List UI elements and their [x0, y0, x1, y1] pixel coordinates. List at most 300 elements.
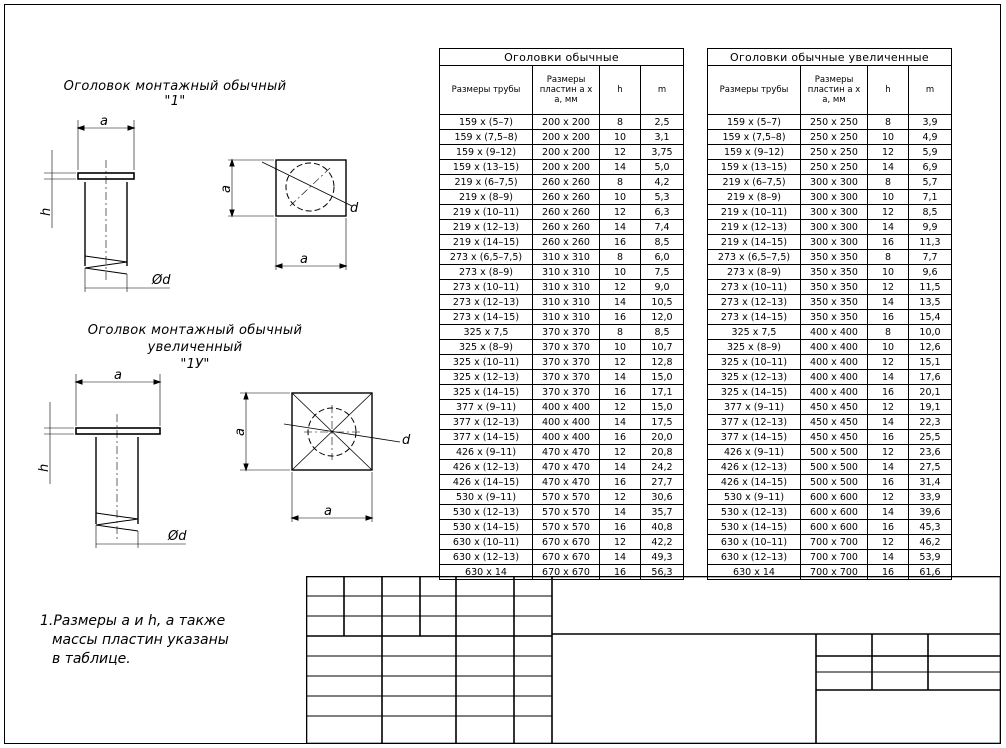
cell-plate-size: 600 х 600	[801, 490, 868, 505]
cell-pipe-size: 325 х (12–13)	[440, 370, 533, 385]
cell-h: 12	[868, 145, 909, 160]
cell-m: 5,9	[909, 145, 952, 160]
cell-pipe-size: 426 х (9–11)	[440, 445, 533, 460]
cell-plate-size: 700 х 700	[801, 535, 868, 550]
table-row	[708, 190, 952, 205]
view2-title-line2: увеличенный	[147, 340, 243, 355]
cell-plate-size: 350 х 350	[801, 280, 868, 295]
cell-m: 31,4	[909, 475, 952, 490]
cell-plate-size: 400 х 400	[801, 355, 868, 370]
cell-m: 8,5	[641, 325, 684, 340]
cell-plate-size: 300 х 300	[801, 205, 868, 220]
cell-pipe-size: 325 х (10–11)	[440, 355, 533, 370]
cell-pipe-size: 377 х (12–13)	[440, 415, 533, 430]
cell-h: 14	[600, 220, 641, 235]
cell-plate-size: 400 х 400	[533, 415, 600, 430]
table-row	[440, 520, 684, 535]
table-row	[708, 220, 952, 235]
cell-m: 53,9	[909, 550, 952, 565]
cell-m: 27,7	[641, 475, 684, 490]
table-row	[708, 160, 952, 175]
cell-plate-size: 670 х 670	[533, 565, 600, 580]
cell-plate-size: 370 х 370	[533, 370, 600, 385]
cell-h: 12	[600, 145, 641, 160]
cell-pipe-size: 273 х (10–11)	[440, 280, 533, 295]
cell-m: 10,5	[641, 295, 684, 310]
cell-pipe-size: 426 х (14–15)	[440, 475, 533, 490]
cell-plate-size: 350 х 350	[801, 250, 868, 265]
view1-plan-drawing	[228, 160, 352, 270]
view2-side-drawing	[44, 374, 186, 548]
cell-plate-size: 370 х 370	[533, 355, 600, 370]
cell-h: 12	[868, 355, 909, 370]
cell-m: 9,9	[909, 220, 952, 235]
cell-m: 3,9	[909, 115, 952, 130]
cell-m: 11,3	[909, 235, 952, 250]
view1-title-line1: Оголовок монтажный обычный	[63, 79, 287, 94]
view2-title-line1: Оголвок монтажный обычный	[87, 323, 303, 338]
cell-m: 24,2	[641, 460, 684, 475]
table-row	[440, 145, 684, 160]
cell-h: 12	[600, 205, 641, 220]
table-row	[708, 175, 952, 190]
cell-pipe-size: 159 х (9–12)	[708, 145, 801, 160]
cell-pipe-size: 630 х (10–11)	[708, 535, 801, 550]
table-row	[708, 205, 952, 220]
cell-pipe-size: 377 х (9–11)	[708, 400, 801, 415]
col-pipe-size: Размеры трубы	[708, 66, 801, 115]
table-row	[440, 490, 684, 505]
table-row	[708, 235, 952, 250]
table-row	[708, 145, 952, 160]
cell-pipe-size: 219 х (14–15)	[440, 235, 533, 250]
col-h: h	[600, 66, 641, 115]
table-row	[708, 325, 952, 340]
cell-h: 10	[600, 130, 641, 145]
cell-h: 12	[868, 205, 909, 220]
cell-plate-size: 700 х 700	[801, 550, 868, 565]
cell-h: 8	[868, 175, 909, 190]
col-pipe-size: Размеры трубы	[440, 66, 533, 115]
table-row	[708, 400, 952, 415]
cell-m: 17,6	[909, 370, 952, 385]
cell-pipe-size: 273 х (8–9)	[440, 265, 533, 280]
cell-h: 12	[600, 535, 641, 550]
cell-plate-size: 500 х 500	[801, 460, 868, 475]
cell-plate-size: 350 х 350	[801, 310, 868, 325]
cell-pipe-size: 273 х (14–15)	[708, 310, 801, 325]
cell-plate-size: 250 х 250	[801, 130, 868, 145]
cell-pipe-size: 159 х (13–15)	[440, 160, 533, 175]
cell-m: 7,1	[909, 190, 952, 205]
cell-h: 14	[868, 550, 909, 565]
cell-m: 22,3	[909, 415, 952, 430]
cell-h: 8	[868, 325, 909, 340]
cell-plate-size: 470 х 470	[533, 460, 600, 475]
cell-plate-size: 200 х 200	[533, 160, 600, 175]
table-row	[440, 310, 684, 325]
cell-plate-size: 700 х 700	[801, 565, 868, 580]
cell-m: 3,1	[641, 130, 684, 145]
cell-h: 10	[868, 265, 909, 280]
cell-m: 17,5	[641, 415, 684, 430]
view1-dim-h: h	[39, 207, 54, 216]
cell-m: 7,7	[909, 250, 952, 265]
cell-m: 2,5	[641, 115, 684, 130]
table-normal-heads	[439, 48, 684, 580]
cell-pipe-size: 273 х (6,5–7,5)	[440, 250, 533, 265]
cell-h: 10	[600, 190, 641, 205]
cell-h: 16	[868, 430, 909, 445]
cell-h: 8	[600, 115, 641, 130]
cell-h: 8	[600, 325, 641, 340]
cell-pipe-size: 630 х 14	[440, 565, 533, 580]
cell-m: 15,0	[641, 400, 684, 415]
cell-plate-size: 400 х 400	[533, 400, 600, 415]
cell-pipe-size: 630 х (12–13)	[440, 550, 533, 565]
view1-dim-a: a	[100, 114, 108, 129]
table-row	[708, 505, 952, 520]
cell-m: 61,6	[909, 565, 952, 580]
cell-m: 9,6	[909, 265, 952, 280]
cell-pipe-size: 273 х (12–13)	[708, 295, 801, 310]
table-row	[708, 415, 952, 430]
cell-pipe-size: 530 х (14–15)	[440, 520, 533, 535]
cell-plate-size: 310 х 310	[533, 280, 600, 295]
view1-title-line2: "1"	[164, 94, 186, 109]
table-row	[440, 385, 684, 400]
col-plate-size: Размеры пластин а х а, мм	[801, 66, 868, 115]
cell-h: 8	[600, 250, 641, 265]
cell-m: 39,6	[909, 505, 952, 520]
cell-plate-size: 250 х 250	[801, 115, 868, 130]
table-row	[440, 430, 684, 445]
cell-h: 12	[868, 280, 909, 295]
cell-pipe-size: 219 х (6–7,5)	[440, 175, 533, 190]
cell-plate-size: 500 х 500	[801, 475, 868, 490]
cell-pipe-size: 325 х 7,5	[708, 325, 801, 340]
cell-m: 10,7	[641, 340, 684, 355]
cell-m: 8,5	[909, 205, 952, 220]
cell-h: 10	[868, 190, 909, 205]
cell-pipe-size: 325 х 7,5	[440, 325, 533, 340]
cell-h: 16	[600, 475, 641, 490]
cell-h: 16	[600, 235, 641, 250]
cell-m: 27,5	[909, 460, 952, 475]
cell-h: 8	[868, 250, 909, 265]
cell-plate-size: 200 х 200	[533, 130, 600, 145]
cell-plate-size: 250 х 250	[801, 145, 868, 160]
view2-title-line3: "1У"	[180, 357, 210, 372]
cell-h: 10	[600, 265, 641, 280]
cell-pipe-size: 426 х (14–15)	[708, 475, 801, 490]
cell-plate-size: 600 х 600	[801, 505, 868, 520]
title-block	[306, 576, 1001, 744]
cell-m: 46,2	[909, 535, 952, 550]
cell-h: 14	[868, 415, 909, 430]
cell-m: 15,1	[909, 355, 952, 370]
cell-h: 12	[600, 445, 641, 460]
cell-plate-size: 450 х 450	[801, 415, 868, 430]
cell-h: 16	[868, 310, 909, 325]
table-row	[708, 130, 952, 145]
cell-h: 16	[600, 385, 641, 400]
cell-pipe-size: 219 х (14–15)	[708, 235, 801, 250]
view1-plan-dim-a: a	[300, 252, 308, 267]
table-enlarged-heads	[707, 48, 952, 580]
cell-pipe-size: 530 х (9–11)	[708, 490, 801, 505]
view2-plan-drawing	[240, 393, 400, 522]
table-row	[440, 175, 684, 190]
note-line-3: в таблице.	[52, 651, 131, 667]
col-m: m	[909, 66, 952, 115]
cell-h: 16	[868, 565, 909, 580]
cell-pipe-size: 273 х (10–11)	[708, 280, 801, 295]
table-row	[440, 460, 684, 475]
cell-h: 14	[600, 415, 641, 430]
cell-h: 14	[600, 160, 641, 175]
cell-pipe-size: 159 х (9–12)	[440, 145, 533, 160]
table-row	[708, 460, 952, 475]
cell-m: 30,6	[641, 490, 684, 505]
cell-m: 7,4	[641, 220, 684, 235]
cell-plate-size: 300 х 300	[801, 175, 868, 190]
cell-m: 13,5	[909, 295, 952, 310]
drawing-notes	[40, 612, 229, 669]
cell-h: 16	[868, 385, 909, 400]
cell-pipe-size: 219 х (10–11)	[708, 205, 801, 220]
cell-plate-size: 500 х 500	[801, 445, 868, 460]
cell-m: 12,8	[641, 355, 684, 370]
table-row	[708, 355, 952, 370]
col-h: h	[868, 66, 909, 115]
note-line-1: 1.Размеры а и h, а также	[40, 613, 226, 629]
cell-plate-size: 310 х 310	[533, 250, 600, 265]
table-normal-body	[440, 115, 684, 580]
cell-m: 5,3	[641, 190, 684, 205]
table-row	[440, 160, 684, 175]
table-row	[708, 295, 952, 310]
cell-pipe-size: 630 х (10–11)	[440, 535, 533, 550]
cell-plate-size: 350 х 350	[801, 265, 868, 280]
table-row	[440, 535, 684, 550]
cell-h: 10	[868, 130, 909, 145]
cell-h: 16	[868, 520, 909, 535]
cell-h: 16	[600, 565, 641, 580]
view1-dim-d: Ød	[152, 273, 171, 288]
cell-m: 9,0	[641, 280, 684, 295]
cell-plate-size: 670 х 670	[533, 535, 600, 550]
table-row	[440, 220, 684, 235]
cell-plate-size: 400 х 400	[533, 430, 600, 445]
table-row	[708, 310, 952, 325]
cell-h: 10	[868, 340, 909, 355]
cell-pipe-size: 377 х (12–13)	[708, 415, 801, 430]
view2-plan-dim-a-vertical: a	[233, 428, 248, 436]
cell-plate-size: 470 х 470	[533, 475, 600, 490]
cell-plate-size: 200 х 200	[533, 145, 600, 160]
table-row	[708, 250, 952, 265]
cell-h: 16	[600, 430, 641, 445]
cell-pipe-size: 377 х (14–15)	[440, 430, 533, 445]
cell-m: 6,0	[641, 250, 684, 265]
cell-plate-size: 350 х 350	[801, 295, 868, 310]
cell-pipe-size: 219 х (12–13)	[708, 220, 801, 235]
table-row	[708, 385, 952, 400]
cell-m: 33,9	[909, 490, 952, 505]
cell-h: 12	[868, 535, 909, 550]
cell-h: 14	[868, 160, 909, 175]
cell-pipe-size: 530 х (12–13)	[440, 505, 533, 520]
cell-pipe-size: 219 х (8–9)	[440, 190, 533, 205]
cell-pipe-size: 325 х (8–9)	[440, 340, 533, 355]
cell-plate-size: 670 х 670	[533, 550, 600, 565]
cell-m: 3,75	[641, 145, 684, 160]
cell-m: 40,8	[641, 520, 684, 535]
view1-plan-dim-d: d	[350, 201, 359, 216]
table-row	[440, 415, 684, 430]
cell-plate-size: 260 х 260	[533, 220, 600, 235]
cell-h: 16	[600, 520, 641, 535]
cell-pipe-size: 377 х (9–11)	[440, 400, 533, 415]
table-row	[440, 265, 684, 280]
cell-pipe-size: 159 х (5–7)	[708, 115, 801, 130]
cell-pipe-size: 530 х (9–11)	[440, 490, 533, 505]
table-row	[708, 430, 952, 445]
cell-plate-size: 450 х 450	[801, 430, 868, 445]
cell-m: 8,5	[641, 235, 684, 250]
cell-pipe-size: 159 х (7,5–8)	[708, 130, 801, 145]
table-row	[708, 115, 952, 130]
cell-m: 12,0	[641, 310, 684, 325]
cell-h: 12	[868, 400, 909, 415]
cell-plate-size: 400 х 400	[801, 370, 868, 385]
cell-h: 14	[868, 295, 909, 310]
cell-h: 12	[868, 445, 909, 460]
cell-h: 14	[600, 370, 641, 385]
table-row	[440, 370, 684, 385]
cell-plate-size: 260 х 260	[533, 235, 600, 250]
table-row	[440, 190, 684, 205]
cell-h: 16	[868, 475, 909, 490]
cell-pipe-size: 530 х (14–15)	[708, 520, 801, 535]
cell-plate-size: 570 х 570	[533, 490, 600, 505]
cell-m: 56,3	[641, 565, 684, 580]
table-normal-title: Оголовки обычные	[440, 49, 684, 66]
col-plate-size: Размеры пластин а х а, мм	[533, 66, 600, 115]
cell-plate-size: 300 х 300	[801, 190, 868, 205]
table-row	[440, 325, 684, 340]
cell-plate-size: 300 х 300	[801, 220, 868, 235]
cell-pipe-size: 325 х (10–11)	[708, 355, 801, 370]
cell-plate-size: 400 х 400	[801, 325, 868, 340]
cell-pipe-size: 630 х (12–13)	[708, 550, 801, 565]
table-enlarged-title: Оголовки обычные увеличенные	[708, 49, 952, 66]
cell-h: 14	[868, 220, 909, 235]
cell-h: 12	[600, 355, 641, 370]
cell-m: 5,7	[909, 175, 952, 190]
cell-pipe-size: 273 х (6,5–7,5)	[708, 250, 801, 265]
cell-plate-size: 310 х 310	[533, 310, 600, 325]
table-row	[440, 205, 684, 220]
cell-h: 14	[868, 370, 909, 385]
table-row	[708, 340, 952, 355]
cell-pipe-size: 325 х (12–13)	[708, 370, 801, 385]
cell-plate-size: 310 х 310	[533, 295, 600, 310]
table-row	[708, 370, 952, 385]
cell-m: 7,5	[641, 265, 684, 280]
table-row	[440, 130, 684, 145]
cell-h: 14	[600, 460, 641, 475]
cell-m: 45,3	[909, 520, 952, 535]
table-row	[440, 355, 684, 370]
cell-m: 19,1	[909, 400, 952, 415]
cell-plate-size: 470 х 470	[533, 445, 600, 460]
table-row	[708, 475, 952, 490]
view2-dim-a: a	[114, 368, 122, 383]
cell-pipe-size: 273 х (8–9)	[708, 265, 801, 280]
cell-pipe-size: 159 х (5–7)	[440, 115, 533, 130]
cell-h: 8	[600, 175, 641, 190]
view2-plan-dim-d: d	[402, 433, 411, 448]
cell-m: 20,8	[641, 445, 684, 460]
cell-pipe-size: 530 х (12–13)	[708, 505, 801, 520]
cell-pipe-size: 219 х (8–9)	[708, 190, 801, 205]
cell-plate-size: 310 х 310	[533, 265, 600, 280]
cell-plate-size: 250 х 250	[801, 160, 868, 175]
table-row	[440, 550, 684, 565]
cell-m: 49,3	[641, 550, 684, 565]
cell-m: 10,0	[909, 325, 952, 340]
cell-m: 23,6	[909, 445, 952, 460]
cell-h: 14	[600, 505, 641, 520]
cell-plate-size: 260 х 260	[533, 175, 600, 190]
table-row	[440, 295, 684, 310]
cell-pipe-size: 426 х (12–13)	[708, 460, 801, 475]
cell-m: 11,5	[909, 280, 952, 295]
cell-h: 16	[868, 235, 909, 250]
cell-m: 15,4	[909, 310, 952, 325]
table-row	[440, 445, 684, 460]
cell-m: 12,6	[909, 340, 952, 355]
cell-m: 5,0	[641, 160, 684, 175]
cell-h: 12	[600, 490, 641, 505]
view1-plan-dim-a-vertical: a	[219, 185, 234, 193]
cell-h: 8	[868, 115, 909, 130]
table-row	[708, 265, 952, 280]
cell-plate-size: 370 х 370	[533, 385, 600, 400]
cell-plate-size: 570 х 570	[533, 520, 600, 535]
cell-plate-size: 600 х 600	[801, 520, 868, 535]
cell-pipe-size: 325 х (8–9)	[708, 340, 801, 355]
cell-pipe-size: 159 х (7,5–8)	[440, 130, 533, 145]
cell-plate-size: 370 х 370	[533, 325, 600, 340]
cell-h: 12	[600, 280, 641, 295]
cell-plate-size: 370 х 370	[533, 340, 600, 355]
table-row	[440, 475, 684, 490]
view2-dim-h: h	[37, 463, 52, 472]
cell-plate-size: 300 х 300	[801, 235, 868, 250]
cell-m: 4,2	[641, 175, 684, 190]
cell-h: 12	[600, 400, 641, 415]
cell-pipe-size: 219 х (12–13)	[440, 220, 533, 235]
cell-m: 35,7	[641, 505, 684, 520]
table-row	[708, 520, 952, 535]
cell-plate-size: 200 х 200	[533, 115, 600, 130]
cell-pipe-size: 377 х (14–15)	[708, 430, 801, 445]
cell-pipe-size: 426 х (9–11)	[708, 445, 801, 460]
table-row	[440, 400, 684, 415]
